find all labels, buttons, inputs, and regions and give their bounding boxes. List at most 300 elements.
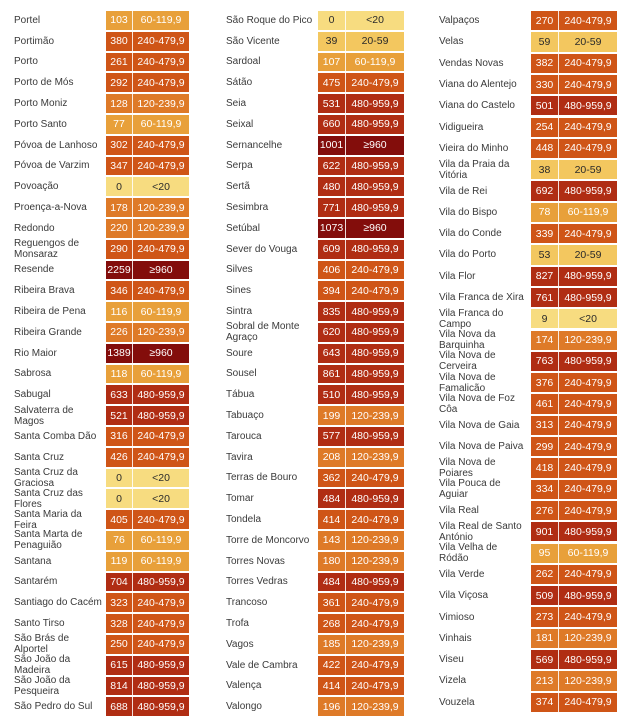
municipality-name: Portel (14, 14, 41, 26)
incidence-range: <20 (346, 11, 404, 30)
municipality-name: Viseu (439, 654, 464, 666)
incidence-range: 120-239,9 (346, 697, 404, 716)
incidence-value: 76 (106, 531, 133, 550)
municipality-name: Vizela (439, 675, 467, 687)
incidence-range: 480-959,9 (133, 656, 189, 675)
incidence-range: 240-479,9 (346, 614, 404, 633)
table-row (439, 670, 617, 691)
incidence-value: 0 (106, 469, 133, 488)
table-row (226, 384, 404, 405)
incidence-value: 174 (531, 331, 559, 350)
incidence-value: 9 (531, 309, 559, 328)
incidence-range: 240-479,9 (559, 565, 617, 584)
incidence-value: 328 (106, 614, 133, 633)
incidence-range: 480-959,9 (346, 573, 404, 592)
table-row (439, 202, 617, 223)
municipality-name: Rio Maior (14, 347, 57, 359)
municipality-name: Porto Santo (14, 118, 67, 130)
incidence-value: 2259 (106, 261, 133, 280)
incidence-value: 199 (318, 406, 346, 425)
municipality-name: Vila Flor (439, 270, 476, 282)
municipality-name: Vila Nova de Foz Côa (439, 393, 515, 416)
table-row (14, 613, 189, 634)
incidence-value: 39 (318, 32, 346, 51)
municipality-name: Vila Velha de Ródão (439, 542, 498, 565)
table-row (226, 218, 404, 239)
table-row (14, 696, 189, 717)
incidence-value: 107 (318, 53, 346, 72)
incidence-value: 128 (106, 94, 133, 113)
table-row (226, 10, 404, 31)
municipality-name: Soure (226, 347, 253, 359)
table-row (14, 280, 189, 301)
municipality-name: Vale de Cambra (226, 659, 298, 671)
incidence-value: 302 (106, 136, 133, 155)
incidence-value: 414 (318, 677, 346, 696)
municipality-name: Sátão (226, 77, 253, 89)
incidence-range: 60-119,9 (133, 115, 189, 134)
incidence-value: 116 (106, 302, 133, 321)
table-row (14, 634, 189, 655)
table-row (226, 364, 404, 385)
incidence-range: 120-239,9 (559, 671, 617, 690)
table-row (226, 488, 404, 509)
municipality-name: Vinhais (439, 632, 472, 644)
incidence-value: 480 (318, 177, 346, 196)
incidence-range: 240-479,9 (559, 693, 617, 712)
municipality-name: Seia (226, 98, 247, 110)
table-row (226, 634, 404, 655)
incidence-range: 120-239,9 (133, 94, 189, 113)
incidence-range: ≥960 (346, 136, 404, 155)
municipality-name: Vila Franca do Campo (439, 307, 504, 330)
incidence-range: 240-479,9 (346, 510, 404, 529)
table-row (226, 343, 404, 364)
municipality-name: Sabugal (14, 389, 51, 401)
incidence-range: 240-479,9 (133, 510, 189, 529)
incidence-value: 347 (106, 157, 133, 176)
incidence-range: 60-119,9 (346, 53, 404, 72)
incidence-range: 480-959,9 (559, 650, 617, 669)
table-row (226, 114, 404, 135)
table-row (439, 436, 617, 457)
table-row (14, 384, 189, 405)
municipality-name: Trofa (226, 618, 249, 630)
table-row (226, 280, 404, 301)
incidence-range: 480-959,9 (133, 573, 189, 592)
table-row (439, 479, 617, 500)
incidence-value: 484 (318, 573, 346, 592)
table-row (226, 426, 404, 447)
incidence-value: 313 (531, 416, 559, 435)
municipality-name: Silves (226, 264, 253, 276)
incidence-range: 480-959,9 (346, 427, 404, 446)
incidence-range: 120-239,9 (133, 219, 189, 238)
municipality-name: Valongo (226, 701, 262, 713)
incidence-range: 20-59 (559, 32, 617, 51)
incidence-value: 143 (318, 531, 346, 550)
incidence-value: 827 (531, 267, 559, 286)
municipality-name: Trancoso (226, 597, 268, 609)
incidence-range: <20 (133, 489, 189, 508)
incidence-range: 480-959,9 (346, 157, 404, 176)
municipality-name: Torre de Moncorvo (226, 534, 310, 546)
incidence-value: 394 (318, 281, 346, 300)
incidence-value: 362 (318, 469, 346, 488)
municipality-name: Santana (14, 555, 52, 567)
municipality-name: Serpa (226, 160, 253, 172)
table-row (226, 530, 404, 551)
incidence-value: 330 (531, 75, 559, 94)
incidence-range: 480-959,9 (346, 323, 404, 342)
municipality-name: Porto (14, 56, 38, 68)
table-row (439, 585, 617, 606)
municipality-name: Sabrosa (14, 368, 52, 380)
municipality-name: Ribeira de Pena (14, 306, 86, 318)
incidence-value: 276 (531, 501, 559, 520)
incidence-range: 240-479,9 (133, 427, 189, 446)
incidence-value: 361 (318, 593, 346, 612)
table-row (14, 72, 189, 93)
municipality-name: Terras de Bouro (226, 472, 298, 484)
municipality-name: Sertã (226, 181, 250, 193)
incidence-value: 380 (106, 32, 133, 51)
municipality-name: Porto Moniz (14, 98, 68, 110)
incidence-value: 376 (531, 373, 559, 392)
incidence-value: 118 (106, 365, 133, 384)
municipality-name: Viana do Castelo (439, 100, 515, 112)
table-row (226, 176, 404, 197)
municipality-name: Tabuaço (226, 410, 264, 422)
table-row (14, 509, 189, 530)
incidence-range: 120-239,9 (133, 323, 189, 342)
incidence-range: 480-959,9 (346, 489, 404, 508)
incidence-value: 374 (531, 693, 559, 712)
incidence-range: 120-239,9 (346, 531, 404, 550)
table-row (439, 372, 617, 393)
table-row (226, 696, 404, 717)
municipality-name: Vila Pouca de Aguiar (439, 478, 501, 501)
municipality-name: Vila Nova da Barquinha (439, 329, 496, 352)
incidence-range: 120-239,9 (346, 552, 404, 571)
table-row (14, 405, 189, 426)
table-row (226, 93, 404, 114)
municipality-name: Tábua (226, 389, 255, 401)
table-row (226, 135, 404, 156)
table-row (226, 655, 404, 676)
incidence-value: 178 (106, 198, 133, 217)
table-row (439, 180, 617, 201)
incidence-value: 59 (531, 32, 559, 51)
incidence-value: 0 (318, 11, 346, 30)
incidence-value: 406 (318, 261, 346, 280)
municipality-name: Salvaterra de Magos (14, 404, 74, 427)
incidence-range: 480-959,9 (346, 240, 404, 259)
incidence-value: 609 (318, 240, 346, 259)
incidence-value: 704 (106, 573, 133, 592)
incidence-range: <20 (559, 309, 617, 328)
incidence-range: 240-479,9 (559, 373, 617, 392)
incidence-range: 240-479,9 (559, 139, 617, 158)
table-row (14, 322, 189, 343)
table-row (14, 447, 189, 468)
municipality-name: Vila de Rei (439, 185, 488, 197)
table-row (439, 393, 617, 414)
table-row (14, 156, 189, 177)
incidence-value: 861 (318, 365, 346, 384)
municipality-name: Sobral de Monte Agraço (226, 321, 300, 344)
table-row (439, 74, 617, 95)
table-row (439, 266, 617, 287)
incidence-range: ≥960 (346, 219, 404, 238)
incidence-value: 213 (531, 671, 559, 690)
incidence-range: 240-479,9 (346, 261, 404, 280)
incidence-range: 240-479,9 (346, 73, 404, 92)
incidence-range: ≥960 (133, 344, 189, 363)
table-row (14, 572, 189, 593)
table-row (226, 572, 404, 593)
incidence-value: 339 (531, 224, 559, 243)
incidence-range: 480-959,9 (346, 177, 404, 196)
incidence-value: 382 (531, 54, 559, 73)
municipality-name: Póvoa de Lanhoso (14, 139, 98, 151)
incidence-value: 620 (318, 323, 346, 342)
incidence-value: 418 (531, 458, 559, 477)
table-row (14, 364, 189, 385)
table-row (439, 330, 617, 351)
incidence-value: 226 (106, 323, 133, 342)
municipality-name: Proença-a-Nova (14, 202, 87, 214)
incidence-value: 615 (106, 656, 133, 675)
table-row (439, 649, 617, 670)
incidence-range: 60-119,9 (559, 203, 617, 222)
municipality-name: Sines (226, 285, 252, 297)
incidence-range: 480-959,9 (346, 385, 404, 404)
incidence-range: 480-959,9 (133, 385, 189, 404)
incidence-range: 20-59 (559, 245, 617, 264)
table-row (14, 31, 189, 52)
table-row (226, 447, 404, 468)
table-row (226, 509, 404, 530)
table-row (439, 564, 617, 585)
table-row (14, 260, 189, 281)
incidence-range: 240-479,9 (559, 394, 617, 413)
incidence-range: 60-119,9 (133, 531, 189, 550)
incidence-value: 475 (318, 73, 346, 92)
incidence-value: 53 (531, 245, 559, 264)
table-row (439, 138, 617, 159)
incidence-range: 120-239,9 (346, 635, 404, 654)
incidence-value: 405 (106, 510, 133, 529)
table-row (226, 301, 404, 322)
table-row (14, 676, 189, 697)
municipality-name: Póvoa de Varzim (14, 160, 90, 172)
municipality-name: Sever do Vouga (226, 243, 298, 255)
incidence-value: 763 (531, 352, 559, 371)
incidence-range: 240-479,9 (559, 501, 617, 520)
incidence-value: 835 (318, 302, 346, 321)
incidence-value: 208 (318, 448, 346, 467)
incidence-value: 299 (531, 437, 559, 456)
incidence-value: 531 (318, 94, 346, 113)
table-row (439, 244, 617, 265)
incidence-value: 38 (531, 160, 559, 179)
incidence-value: 185 (318, 635, 346, 654)
table-row (14, 197, 189, 218)
table-row (14, 301, 189, 322)
incidence-range: 120-239,9 (133, 198, 189, 217)
municipality-name: São Vicente (226, 35, 280, 47)
incidence-range: 240-479,9 (133, 73, 189, 92)
incidence-range: 240-479,9 (133, 281, 189, 300)
incidence-value: 78 (531, 203, 559, 222)
incidence-range: 240-479,9 (133, 53, 189, 72)
incidence-value: 426 (106, 448, 133, 467)
municipality-name: Reguengos de Monsaraz (14, 238, 80, 261)
municipality-name: Valença (226, 680, 262, 692)
municipality-name: São Pedro do Sul (14, 701, 93, 713)
incidence-value: 509 (531, 586, 559, 605)
incidence-range: 60-119,9 (133, 365, 189, 384)
table-row (439, 159, 617, 180)
municipality-name: Santa Cruz (14, 451, 65, 463)
incidence-range: 480-959,9 (346, 94, 404, 113)
incidence-range: 480-959,9 (346, 344, 404, 363)
table-row (14, 530, 189, 551)
table-row (439, 415, 617, 436)
municipality-name: Vila Real de Santo António (439, 520, 522, 543)
municipality-name: Portimão (14, 35, 55, 47)
table-row (226, 468, 404, 489)
table-row (226, 260, 404, 281)
table-row (14, 135, 189, 156)
incidence-range: 240-479,9 (559, 607, 617, 626)
table-row (14, 488, 189, 509)
incidence-range: 240-479,9 (559, 416, 617, 435)
incidence-range: 480-959,9 (559, 181, 617, 200)
table-row (439, 628, 617, 649)
incidence-value: 323 (106, 593, 133, 612)
incidence-value: 484 (318, 489, 346, 508)
municipality-name: São João da Madeira (14, 654, 71, 677)
incidence-value: 501 (531, 96, 559, 115)
municipality-name: Santa Marta de Penaguião (14, 529, 83, 552)
incidence-range: 480-959,9 (559, 267, 617, 286)
municipality-name: Vila Verde (439, 568, 485, 580)
incidence-value: 220 (106, 219, 133, 238)
municipality-name: Tomar (226, 493, 254, 505)
incidence-value: 290 (106, 240, 133, 259)
incidence-range: 240-479,9 (559, 480, 617, 499)
incidence-range: 120-239,9 (346, 448, 404, 467)
incidence-range: 240-479,9 (133, 136, 189, 155)
municipality-name: Sernancelhe (226, 139, 283, 151)
incidence-value: 692 (531, 181, 559, 200)
incidence-value: 261 (106, 53, 133, 72)
incidence-range: 240-479,9 (133, 614, 189, 633)
incidence-value: 0 (106, 489, 133, 508)
municipality-name: Sousel (226, 368, 257, 380)
municipality-name: Vila do Bispo (439, 206, 498, 218)
table-row (439, 31, 617, 52)
table-row (14, 52, 189, 73)
table-row (14, 10, 189, 31)
incidence-range: ≥960 (133, 261, 189, 280)
municipality-name: Viana do Alentejo (439, 79, 517, 91)
municipality-name: Ribeira Grande (14, 326, 82, 338)
incidence-range: 240-479,9 (559, 11, 617, 30)
incidence-range: 20-59 (346, 32, 404, 51)
incidence-value: 273 (531, 607, 559, 626)
incidence-value: 196 (318, 697, 346, 716)
table-row (439, 543, 617, 564)
incidence-range: 480-959,9 (559, 288, 617, 307)
table-row (226, 405, 404, 426)
incidence-range: 240-479,9 (559, 458, 617, 477)
municipality-name: Torres Novas (226, 555, 285, 567)
municipality-name: Vila Nova de Cerveira (439, 350, 496, 373)
table-row (439, 457, 617, 478)
incidence-value: 95 (531, 544, 559, 563)
incidence-value: 422 (318, 656, 346, 675)
incidence-range: 120-239,9 (559, 629, 617, 648)
table-row (226, 31, 404, 52)
incidence-value: 1001 (318, 136, 346, 155)
incidence-value: 262 (531, 565, 559, 584)
table-row (439, 223, 617, 244)
incidence-range: 480-959,9 (133, 406, 189, 425)
table-row (226, 72, 404, 93)
table-row (226, 613, 404, 634)
table-row (439, 351, 617, 372)
municipality-name: Tavira (226, 451, 253, 463)
table-row (14, 468, 189, 489)
municipality-name: Resende (14, 264, 55, 276)
table-row (439, 287, 617, 308)
table-row (14, 655, 189, 676)
table-row (226, 322, 404, 343)
incidence-range: 240-479,9 (346, 656, 404, 675)
incidence-range: 240-479,9 (346, 677, 404, 696)
incidence-value: 660 (318, 115, 346, 134)
municipality-name: Vila Nova de Poiares (439, 456, 496, 479)
municipality-name: Vila Nova de Paiva (439, 441, 524, 453)
table-row (439, 500, 617, 521)
municipality-name: Vila do Porto (439, 249, 497, 261)
municipality-name: Vila Franca de Xira (439, 292, 524, 304)
municipality-name: Sardoal (226, 56, 261, 68)
incidence-range: 240-479,9 (559, 54, 617, 73)
municipality-name: Vila Viçosa (439, 590, 489, 602)
municipality-name: São João da Pesqueira (14, 675, 71, 697)
municipality-name: Porto de Mós (14, 77, 74, 89)
incidence-value: 622 (318, 157, 346, 176)
incidence-range: 240-479,9 (559, 75, 617, 94)
municipality-name: Santarém (14, 576, 58, 588)
municipality-name: Santa Maria da Feira (14, 508, 82, 531)
table-row (14, 176, 189, 197)
incidence-range: 240-479,9 (133, 157, 189, 176)
incidence-value: 633 (106, 385, 133, 404)
incidence-value: 448 (531, 139, 559, 158)
municipality-name: Sintra (226, 306, 253, 318)
incidence-value: 103 (106, 11, 133, 30)
municipality-name: Vendas Novas (439, 57, 504, 69)
table-row (439, 606, 617, 627)
municipality-name: Vila Nova de Gaia (439, 419, 520, 431)
incidence-value: 316 (106, 427, 133, 446)
table-row (439, 521, 617, 542)
